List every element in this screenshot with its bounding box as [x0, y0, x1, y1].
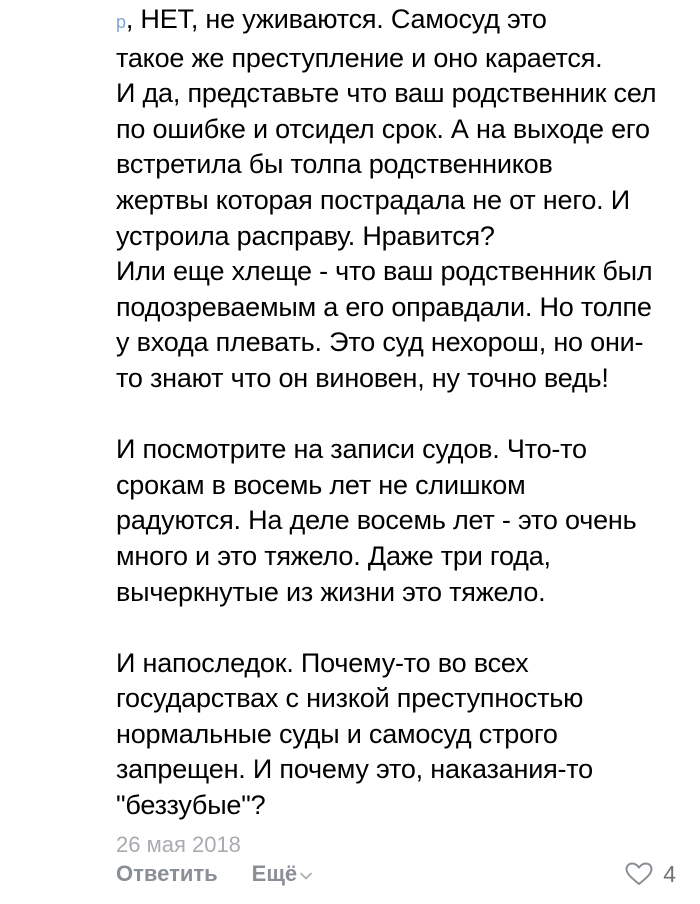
chevron-down-icon [300, 872, 312, 880]
heart-icon [625, 862, 653, 886]
comment-line: И напоследок. Почему-то во всех [116, 647, 529, 678]
comment-line: то знают что он виновен, ну точно ведь! [116, 362, 609, 393]
comment-line: И да, представьте что ваш родственник сел [116, 78, 657, 109]
comment-date[interactable]: 26 мая 2018 [116, 831, 241, 857]
comment-line: устроила расправу. Нравится? [116, 220, 495, 251]
comment-line: вычеркнутые из жизни это тяжело. [116, 576, 546, 607]
like-count: 4 [663, 860, 676, 887]
comment-line: встретила бы толпа родственников [116, 149, 553, 180]
comment-line: срокам в восемь лет не слишком [116, 469, 526, 500]
paragraph-gap [116, 397, 686, 433]
mention-fragment[interactable]: р [116, 12, 126, 32]
more-label: Ещё [251, 861, 298, 886]
reply-button[interactable]: Ответить [116, 861, 218, 886]
comment-line: по ошибке и отсидел срок. А на выходе его [116, 113, 650, 144]
comment [116, 0, 686, 860]
comment-line: р, НЕТ, не уживаются. Самосуд это [116, 4, 547, 34]
comment-actions [116, 856, 686, 892]
comment-line: подозреваемым а его оправдали. Но толпе [116, 291, 652, 322]
comment-line: запрещен. И почему это, наказания-то [116, 754, 593, 785]
comment-line: нормальные суды и самосуд строго [116, 718, 558, 749]
comment-line: государствах с низкой преступностью [116, 683, 584, 714]
comment-line: радуются. На деле восемь лет - это очень [116, 505, 637, 536]
comment-line: такое же преступление и оно карается. [116, 42, 603, 73]
comment-line: "беззубые"? [116, 790, 266, 821]
comment-line: у входа плевать. Это суд нехорош, но они- [116, 327, 644, 358]
comment-line: И посмотрите на записи судов. Что-то [116, 434, 587, 465]
comment-line: много и это тяжело. Даже три года, [116, 540, 551, 571]
more-button[interactable] [252, 861, 312, 887]
comment-line: Или еще хлеще - что ваш родственник был [116, 256, 653, 287]
comment-line: жертвы которая пострадала не от него. И [116, 184, 630, 215]
paragraph-gap [116, 610, 686, 646]
like-button[interactable] [625, 861, 676, 888]
comment-text [116, 2, 686, 824]
